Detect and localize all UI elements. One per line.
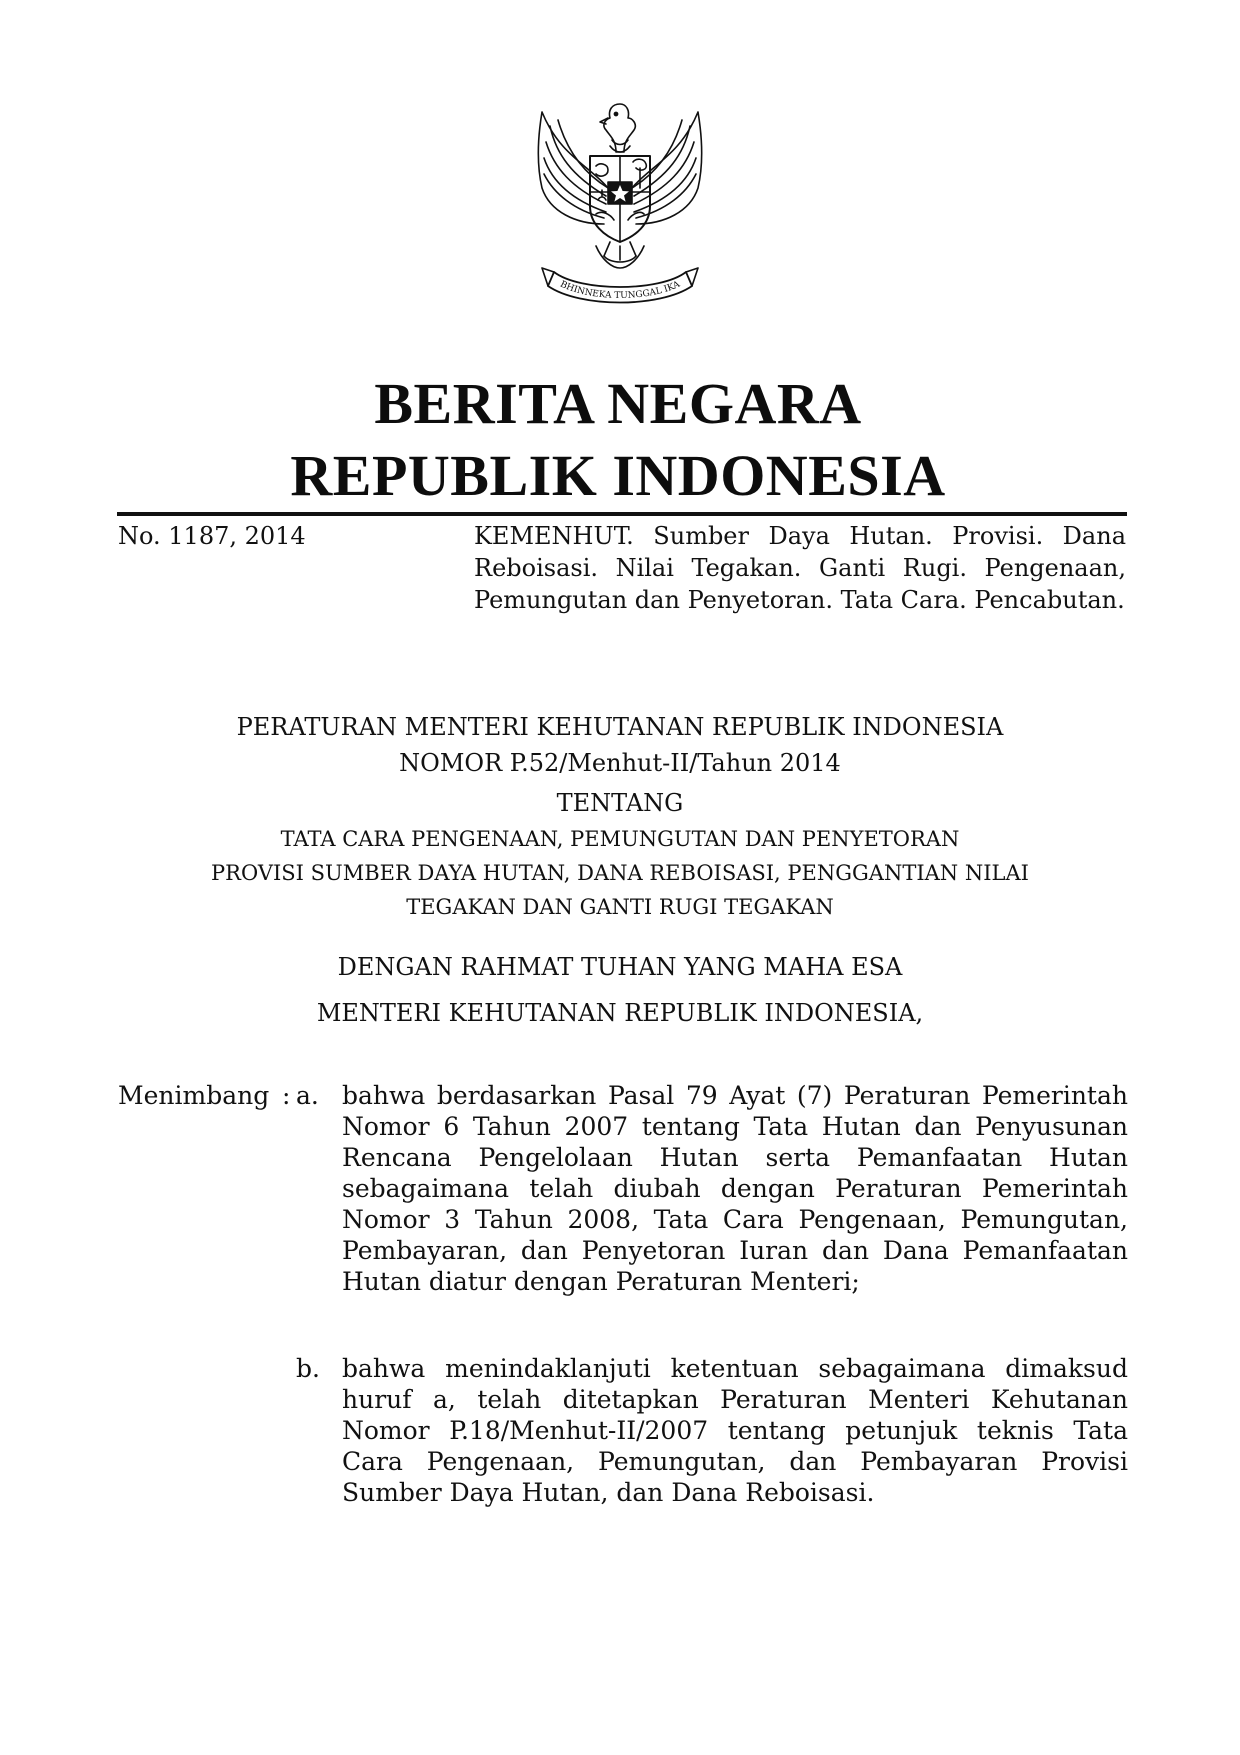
garuda-pancasila-emblem-icon: [520, 96, 720, 312]
menimbang-colon: :: [282, 1081, 291, 1110]
masthead-divider: [117, 512, 1127, 516]
issue-subject: KEMENHUT. Sumber Daya Hutan. Provisi. Dana Reboisasi. Nilai Tegakan. Ganti Rugi. Pengenaan, Pemungutan dan Penyetoran. Tata Cara. Pencabutan.: [474, 522, 1126, 614]
clause-text-a: bahwa berdasarkan Pasal 79 Ayat (7) Peraturan Pemerintah Nomor 6 Tahun 2007 tentang Tata Hutan dan Penyusunan Rencana Pengelolaan Hutan serta Pemanfaatan Hutan sebagaimana telah diubah dengan Peraturan Pemerintah Nomor 3 Tahun 2008, Tata Cara Pengenaan, Pemungutan, Pembayaran, dan Penyetoran Iuran dan Dana Pemanfaatan Hutan diatur dengan Peraturan Menteri;: [342, 1081, 1128, 1296]
clause-marker-a: a.: [296, 1081, 319, 1110]
clause-marker-b: b.: [296, 1354, 320, 1383]
clause-text-b: bahwa menindaklanjuti ketentuan sebagaimana dimaksud huruf a, telah ditetapkan Peraturan Menteri Kehutanan Nomor P.18/Menhut-II/2007 tentang petunjuk teknis Tata Cara Pengenaan, Pemungutan, dan Pembayaran Provisi Sumber Daya Hutan, dan Dana Reboisasi.: [342, 1354, 1128, 1507]
regulation-issuer: MENTERI KEHUTANAN REPUBLIK INDONESIA,: [316, 999, 924, 1027]
regulation-invocation: DENGAN RAHMAT TUHAN YANG MAHA ESA: [337, 953, 903, 981]
regulation-subject-line3: TEGAKAN DAN GANTI RUGI TEGAKAN: [406, 895, 834, 919]
emblem-motto: BHINNEKA TUNGGAL IKA: [558, 279, 682, 302]
regulation-about: TENTANG: [556, 789, 684, 817]
regulation-number: NOMOR P.52/Menhut-II/Tahun 2014: [399, 749, 841, 777]
regulation-subject-line1: TATA CARA PENGENAAN, PEMUNGUTAN DAN PENYETORAN: [280, 827, 960, 851]
regulation-subject-line2: PROVISI SUMBER DAYA HUTAN, DANA REBOISASI, PENGGANTIAN NILAI: [211, 861, 1029, 885]
menimbang-label: Menimbang: [118, 1081, 270, 1110]
masthead-title-line2: REPUBLIK INDONESIA: [290, 443, 946, 508]
issue-number: No. 1187, 2014: [118, 522, 306, 550]
masthead-title-line1: BERITA NEGARA: [374, 371, 862, 436]
regulation-title: PERATURAN MENTERI KEHUTANAN REPUBLIK INDONESIA: [236, 713, 1004, 741]
